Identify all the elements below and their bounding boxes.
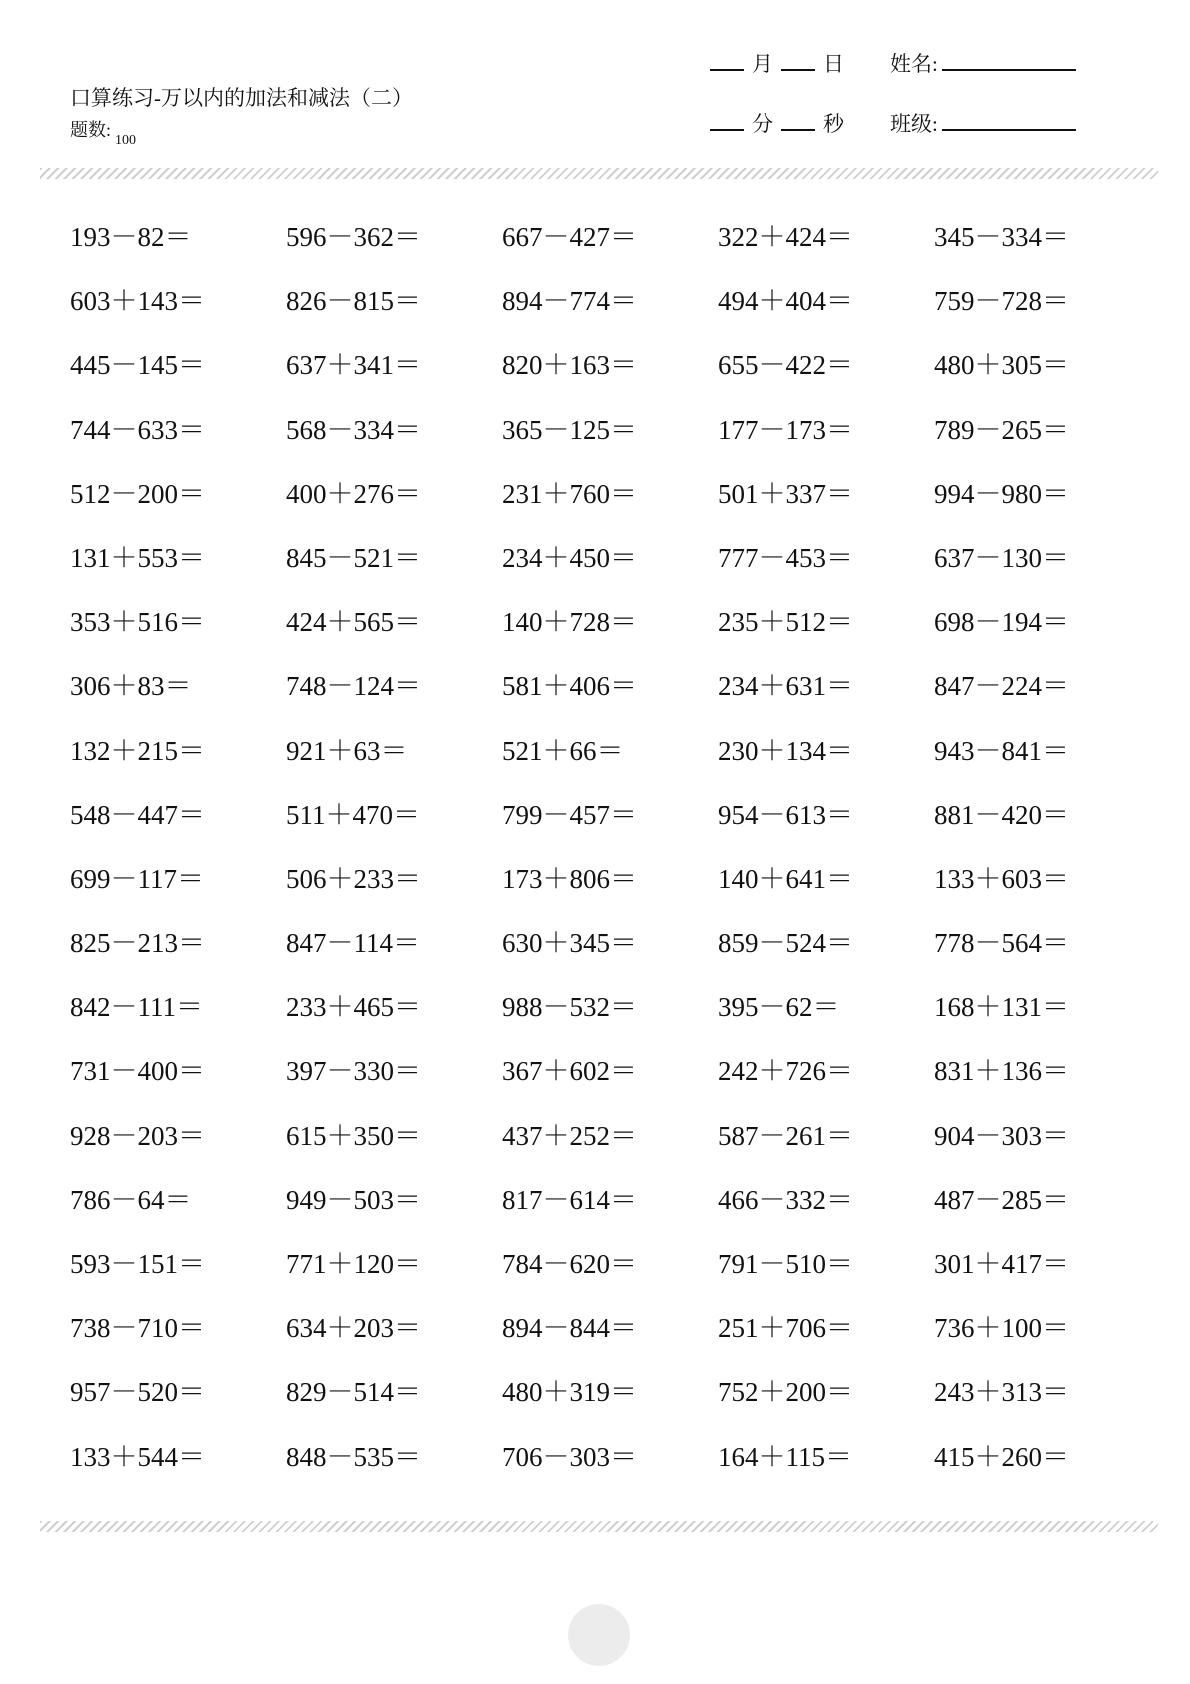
count-label: 题数:: [70, 120, 112, 140]
math-problem: 786－64＝: [70, 1184, 192, 1215]
math-problem: 894－844＝: [502, 1313, 637, 1344]
math-problem: 791－510＝: [718, 1249, 853, 1279]
math-problem: 424＋565＝: [286, 607, 421, 638]
bottom-divider: [40, 1521, 1158, 1532]
page-number-badge: [568, 1604, 630, 1666]
math-problem: 235＋512＝: [718, 607, 853, 638]
math-problem: 397－330＝: [286, 1056, 421, 1087]
math-problem: 234＋450＝: [502, 542, 637, 573]
math-problem: 494＋404＝: [718, 286, 853, 317]
math-problem: 521＋66＝: [502, 735, 624, 766]
top-divider: [40, 168, 1158, 179]
math-problem: 736＋100＝: [934, 1313, 1069, 1344]
math-problem: 173＋806＝: [502, 863, 637, 894]
math-problem: 988－532＝: [502, 992, 637, 1023]
math-problem: 501＋337＝: [718, 478, 853, 509]
math-problem: 667－427＝: [502, 222, 637, 252]
math-problem: 133＋603＝: [934, 863, 1069, 894]
math-problem: 512－200＝: [70, 478, 205, 509]
math-problem: 778－564＝: [934, 928, 1069, 959]
math-problem: 480＋305＝: [934, 350, 1069, 381]
month-blank[interactable]: [710, 68, 744, 71]
minute-blank[interactable]: [710, 128, 744, 131]
math-problem: 581＋406＝: [502, 671, 637, 702]
math-problem: 548－447＝: [70, 799, 205, 830]
math-problem: 140＋641＝: [718, 863, 853, 894]
math-problem: 603＋143＝: [70, 286, 205, 317]
math-problem: 140＋728＝: [502, 607, 637, 638]
class-blank[interactable]: [942, 128, 1076, 131]
math-problem: 829－514＝: [286, 1377, 421, 1408]
count-value: 100: [115, 133, 137, 148]
math-problem: 445－145＝: [70, 350, 205, 381]
math-problem: 825－213＝: [70, 928, 205, 959]
math-problem: 511＋470＝: [286, 799, 420, 830]
name-field[interactable]: [890, 48, 1076, 78]
math-problem: 630＋345＝: [502, 928, 637, 959]
math-problem: 994－980＝: [934, 478, 1069, 509]
minute-label: 分: [752, 112, 773, 136]
math-problem: 637－130＝: [934, 542, 1069, 573]
math-problem: 943－841＝: [934, 735, 1069, 766]
math-problem: 842－111＝: [70, 992, 203, 1023]
math-problem: 847－114＝: [286, 928, 420, 959]
math-problem: 177－173＝: [718, 414, 853, 445]
math-problem: 131＋553＝: [70, 542, 205, 573]
math-problem: 301＋417＝: [934, 1249, 1069, 1279]
math-problem: 234＋631＝: [718, 671, 853, 702]
math-problem: 615＋350＝: [286, 1120, 421, 1151]
math-problem: 759－728＝: [934, 286, 1069, 317]
class-label: 班级:: [890, 112, 938, 136]
math-problem: 655－422＝: [718, 350, 853, 381]
math-problem: 904－303＝: [934, 1120, 1069, 1151]
math-problem: 637＋341＝: [286, 350, 421, 381]
math-problem: 957－520＝: [70, 1377, 205, 1408]
math-problem: 634＋203＝: [286, 1313, 421, 1344]
math-problem: 949－503＝: [286, 1184, 421, 1215]
math-problem: 859－524＝: [718, 928, 853, 959]
math-problem: 817－614＝: [502, 1184, 637, 1215]
math-problem: 752＋200＝: [718, 1377, 853, 1408]
class-field[interactable]: [890, 108, 1076, 138]
math-problem: 847－224＝: [934, 671, 1069, 702]
math-problem: 164＋115＝: [718, 1441, 852, 1472]
name-blank[interactable]: [942, 68, 1076, 71]
math-problem: 744－633＝: [70, 414, 205, 445]
math-problem: 698－194＝: [934, 607, 1069, 638]
math-problem: 415＋260＝: [934, 1441, 1069, 1472]
math-problem: 881－420＝: [934, 799, 1069, 830]
math-problem: 784－620＝: [502, 1249, 637, 1279]
name-label: 姓名:: [890, 52, 938, 76]
math-problem: 466－332＝: [718, 1184, 853, 1215]
date-field[interactable]: [702, 48, 844, 78]
worksheet-title: 口算练习-万以内的加法和减法（二）: [70, 86, 413, 110]
math-problem: 699－117＝: [70, 863, 204, 894]
math-problem: 395－62＝: [718, 992, 840, 1023]
math-problem: 799－457＝: [502, 799, 637, 830]
math-problem: 777－453＝: [718, 542, 853, 573]
math-problem: 731－400＝: [70, 1056, 205, 1087]
math-problem: 193－82＝: [70, 222, 192, 252]
math-problem: 306＋83＝: [70, 671, 192, 702]
math-problem: 437＋252＝: [502, 1120, 637, 1151]
time-field[interactable]: [702, 108, 844, 138]
math-problem: 954－613＝: [718, 799, 853, 830]
math-problem: 242＋726＝: [718, 1056, 853, 1087]
day-blank[interactable]: [781, 68, 815, 71]
problem-grid: [70, 224, 1150, 1508]
math-problem: 251＋706＝: [718, 1313, 853, 1344]
math-problem: 230＋134＝: [718, 735, 853, 766]
math-problem: 894－774＝: [502, 286, 637, 317]
math-problem: 400＋276＝: [286, 478, 421, 509]
math-problem: 243＋313＝: [934, 1377, 1069, 1408]
math-problem: 593－151＝: [70, 1249, 205, 1279]
math-problem: 706－303＝: [502, 1441, 637, 1472]
math-problem: 820＋163＝: [502, 350, 637, 381]
second-blank[interactable]: [781, 128, 815, 131]
math-problem: 568－334＝: [286, 414, 421, 445]
math-problem: 231＋760＝: [502, 478, 637, 509]
math-problem: 789－265＝: [934, 414, 1069, 445]
day-label: 日: [823, 52, 844, 76]
math-problem: 771＋120＝: [286, 1249, 421, 1279]
math-problem: 233＋465＝: [286, 992, 421, 1023]
second-label: 秒: [823, 112, 844, 136]
math-problem: 845－521＝: [286, 542, 421, 573]
math-problem: 738－710＝: [70, 1313, 205, 1344]
math-problem: 168＋131＝: [934, 992, 1069, 1023]
math-problem: 345－334＝: [934, 222, 1069, 252]
math-problem: 365－125＝: [502, 414, 637, 445]
math-problem: 132＋215＝: [70, 735, 205, 766]
math-problem: 587－261＝: [718, 1120, 853, 1151]
math-problem: 506＋233＝: [286, 863, 421, 894]
math-problem: 322＋424＝: [718, 222, 853, 252]
problem-count: [70, 116, 137, 148]
math-problem: 353＋516＝: [70, 607, 205, 638]
math-problem: 826－815＝: [286, 286, 421, 317]
math-problem: 133＋544＝: [70, 1441, 205, 1472]
math-problem: 928－203＝: [70, 1120, 205, 1151]
math-problem: 367＋602＝: [502, 1056, 637, 1087]
month-label: 月: [752, 52, 773, 76]
math-problem: 487－285＝: [934, 1184, 1069, 1215]
math-problem: 596－362＝: [286, 222, 421, 252]
math-problem: 831＋136＝: [934, 1056, 1069, 1087]
math-problem: 748－124＝: [286, 671, 421, 702]
math-problem: 848－535＝: [286, 1441, 421, 1472]
math-problem: 480＋319＝: [502, 1377, 637, 1408]
math-problem: 921＋63＝: [286, 735, 408, 766]
